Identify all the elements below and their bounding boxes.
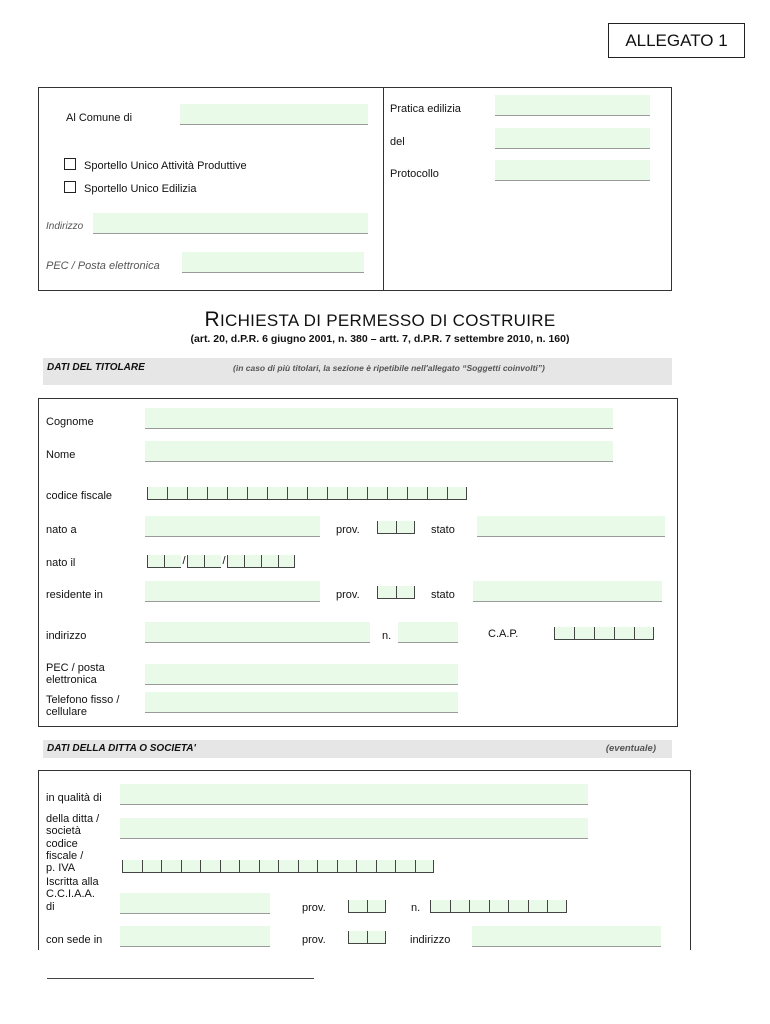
indirizzo-t-field[interactable]	[145, 622, 370, 643]
qualita-label: in qualità di	[46, 792, 102, 804]
ditta-band	[43, 740, 672, 758]
pec-t-label-2: elettronica	[46, 674, 97, 686]
indirizzo-label: Indirizzo	[46, 221, 84, 232]
codice-fiscale-cells[interactable]	[147, 487, 467, 500]
ditta-name-label-2: società	[46, 825, 81, 837]
cciaa-n-cells[interactable]	[430, 900, 567, 913]
sede-field[interactable]	[120, 926, 270, 947]
cciaa-label-2: C.C.I.A.A.	[46, 888, 95, 900]
cognome-field[interactable]	[145, 408, 613, 429]
date-sep-1: /	[182, 555, 186, 567]
residente-stato-field[interactable]	[473, 581, 662, 602]
cciaa-label-3: di	[46, 901, 55, 913]
nato-il-label: nato il	[46, 557, 76, 569]
sede-indirizzo-field[interactable]	[472, 926, 661, 947]
nato-il-cells[interactable]	[147, 555, 295, 568]
footnote-separator	[47, 978, 314, 979]
ditta-eventuale: (eventuale)	[605, 743, 656, 754]
pratica-label: Pratica edilizia	[390, 103, 461, 115]
pratica-field[interactable]	[495, 95, 650, 116]
cf-piva-label-1: codice	[46, 838, 78, 850]
title-cap: R	[204, 308, 220, 331]
pec-t-label-1: PEC / posta	[46, 662, 105, 674]
codice-fiscale-label: codice fiscale	[46, 490, 113, 502]
cciaa-label-1: Iscritta alla	[46, 876, 99, 888]
nato-a-label: nato a	[46, 524, 77, 536]
cap-cells[interactable]	[554, 627, 654, 640]
ditta-name-label-1: della ditta /	[46, 813, 100, 825]
nome-field[interactable]	[145, 441, 613, 462]
qualita-field[interactable]	[120, 784, 588, 805]
cf-piva-label-2: fiscale /	[46, 850, 84, 862]
pec-label: PEC / Posta elettronica	[46, 260, 160, 272]
nato-a-field[interactable]	[145, 516, 320, 537]
cciaa-prov-label: prov.	[302, 902, 326, 914]
nato-a-prov-cells[interactable]	[377, 521, 415, 534]
suap-checkbox[interactable]	[64, 158, 76, 170]
comune-field[interactable]	[180, 104, 368, 125]
sede-indirizzo-label: indirizzo	[410, 934, 451, 946]
cciaa-n-label: n.	[411, 902, 421, 914]
nato-a-stato-label: stato	[431, 524, 455, 536]
cognome-label: Cognome	[46, 416, 94, 428]
recipient-divider	[383, 87, 384, 291]
cciaa-field[interactable]	[120, 893, 270, 914]
residente-prov-cells[interactable]	[377, 586, 415, 599]
sue-label: Sportello Unico Edilizia	[84, 183, 197, 195]
sede-prov-cells[interactable]	[348, 931, 386, 944]
tel-label-2: cellulare	[46, 706, 87, 718]
suap-label: Sportello Unico Attività Produttive	[84, 160, 247, 172]
civico-field[interactable]	[398, 622, 458, 643]
indirizzo-t-label: indirizzo	[46, 630, 87, 642]
sede-prov-label: prov.	[302, 934, 326, 946]
titolare-band	[43, 358, 672, 385]
ditta-heading: DATI DELLA DITTA O SOCIETA'	[47, 743, 196, 754]
titolare-heading: DATI DEL TITOLARE	[47, 362, 145, 373]
ditta-name-field[interactable]	[120, 818, 588, 839]
sue-checkbox[interactable]	[64, 181, 76, 193]
del-field[interactable]	[495, 128, 650, 149]
cciaa-prov-cells[interactable]	[348, 900, 386, 913]
residente-field[interactable]	[145, 581, 320, 602]
residente-label: residente in	[46, 589, 103, 601]
suap-checkbox-row[interactable]	[64, 158, 247, 172]
cap-label: C.A.P.	[488, 628, 519, 640]
title-rest: ICHIESTA DI PERMESSO DI COSTRUIRE	[220, 311, 556, 330]
nato-a-stato-field[interactable]	[477, 516, 665, 537]
tel-field[interactable]	[145, 692, 458, 713]
sede-label: con sede in	[46, 934, 103, 946]
pec-t-field[interactable]	[145, 664, 458, 685]
page-subtitle: (art. 20, d.P.R. 6 giugno 2001, n. 380 – artt. 7, d.P.R. 7 settembre 2010, n. 160)	[190, 333, 570, 345]
civico-label: n.	[382, 630, 392, 642]
cf-piva-cells[interactable]	[122, 860, 434, 873]
indirizzo-field[interactable]	[93, 213, 368, 234]
nome-label: Nome	[46, 449, 76, 461]
del-label: del	[390, 136, 405, 148]
pec-field[interactable]	[182, 252, 364, 273]
tel-label-1: Telefono fisso /	[46, 694, 120, 706]
page-title	[0, 308, 760, 332]
protocollo-label: Protocollo	[390, 168, 439, 180]
date-sep-2: /	[222, 555, 226, 567]
cf-piva-label-3: p. IVA	[46, 862, 76, 874]
comune-label: Al Comune di	[66, 112, 133, 124]
sue-checkbox-row[interactable]	[64, 181, 197, 195]
residente-stato-label: stato	[431, 589, 455, 601]
residente-prov-label: prov.	[336, 589, 360, 601]
nato-a-prov-label: prov.	[336, 524, 360, 536]
titolare-note: (in caso di più titolari, la sezione è ripetibile nell'allegato “Soggetti coinvolti”)	[233, 363, 545, 373]
allegato-label	[608, 23, 745, 58]
allegato-text: ALLEGATO 1	[625, 31, 728, 50]
protocollo-field[interactable]	[495, 160, 650, 181]
